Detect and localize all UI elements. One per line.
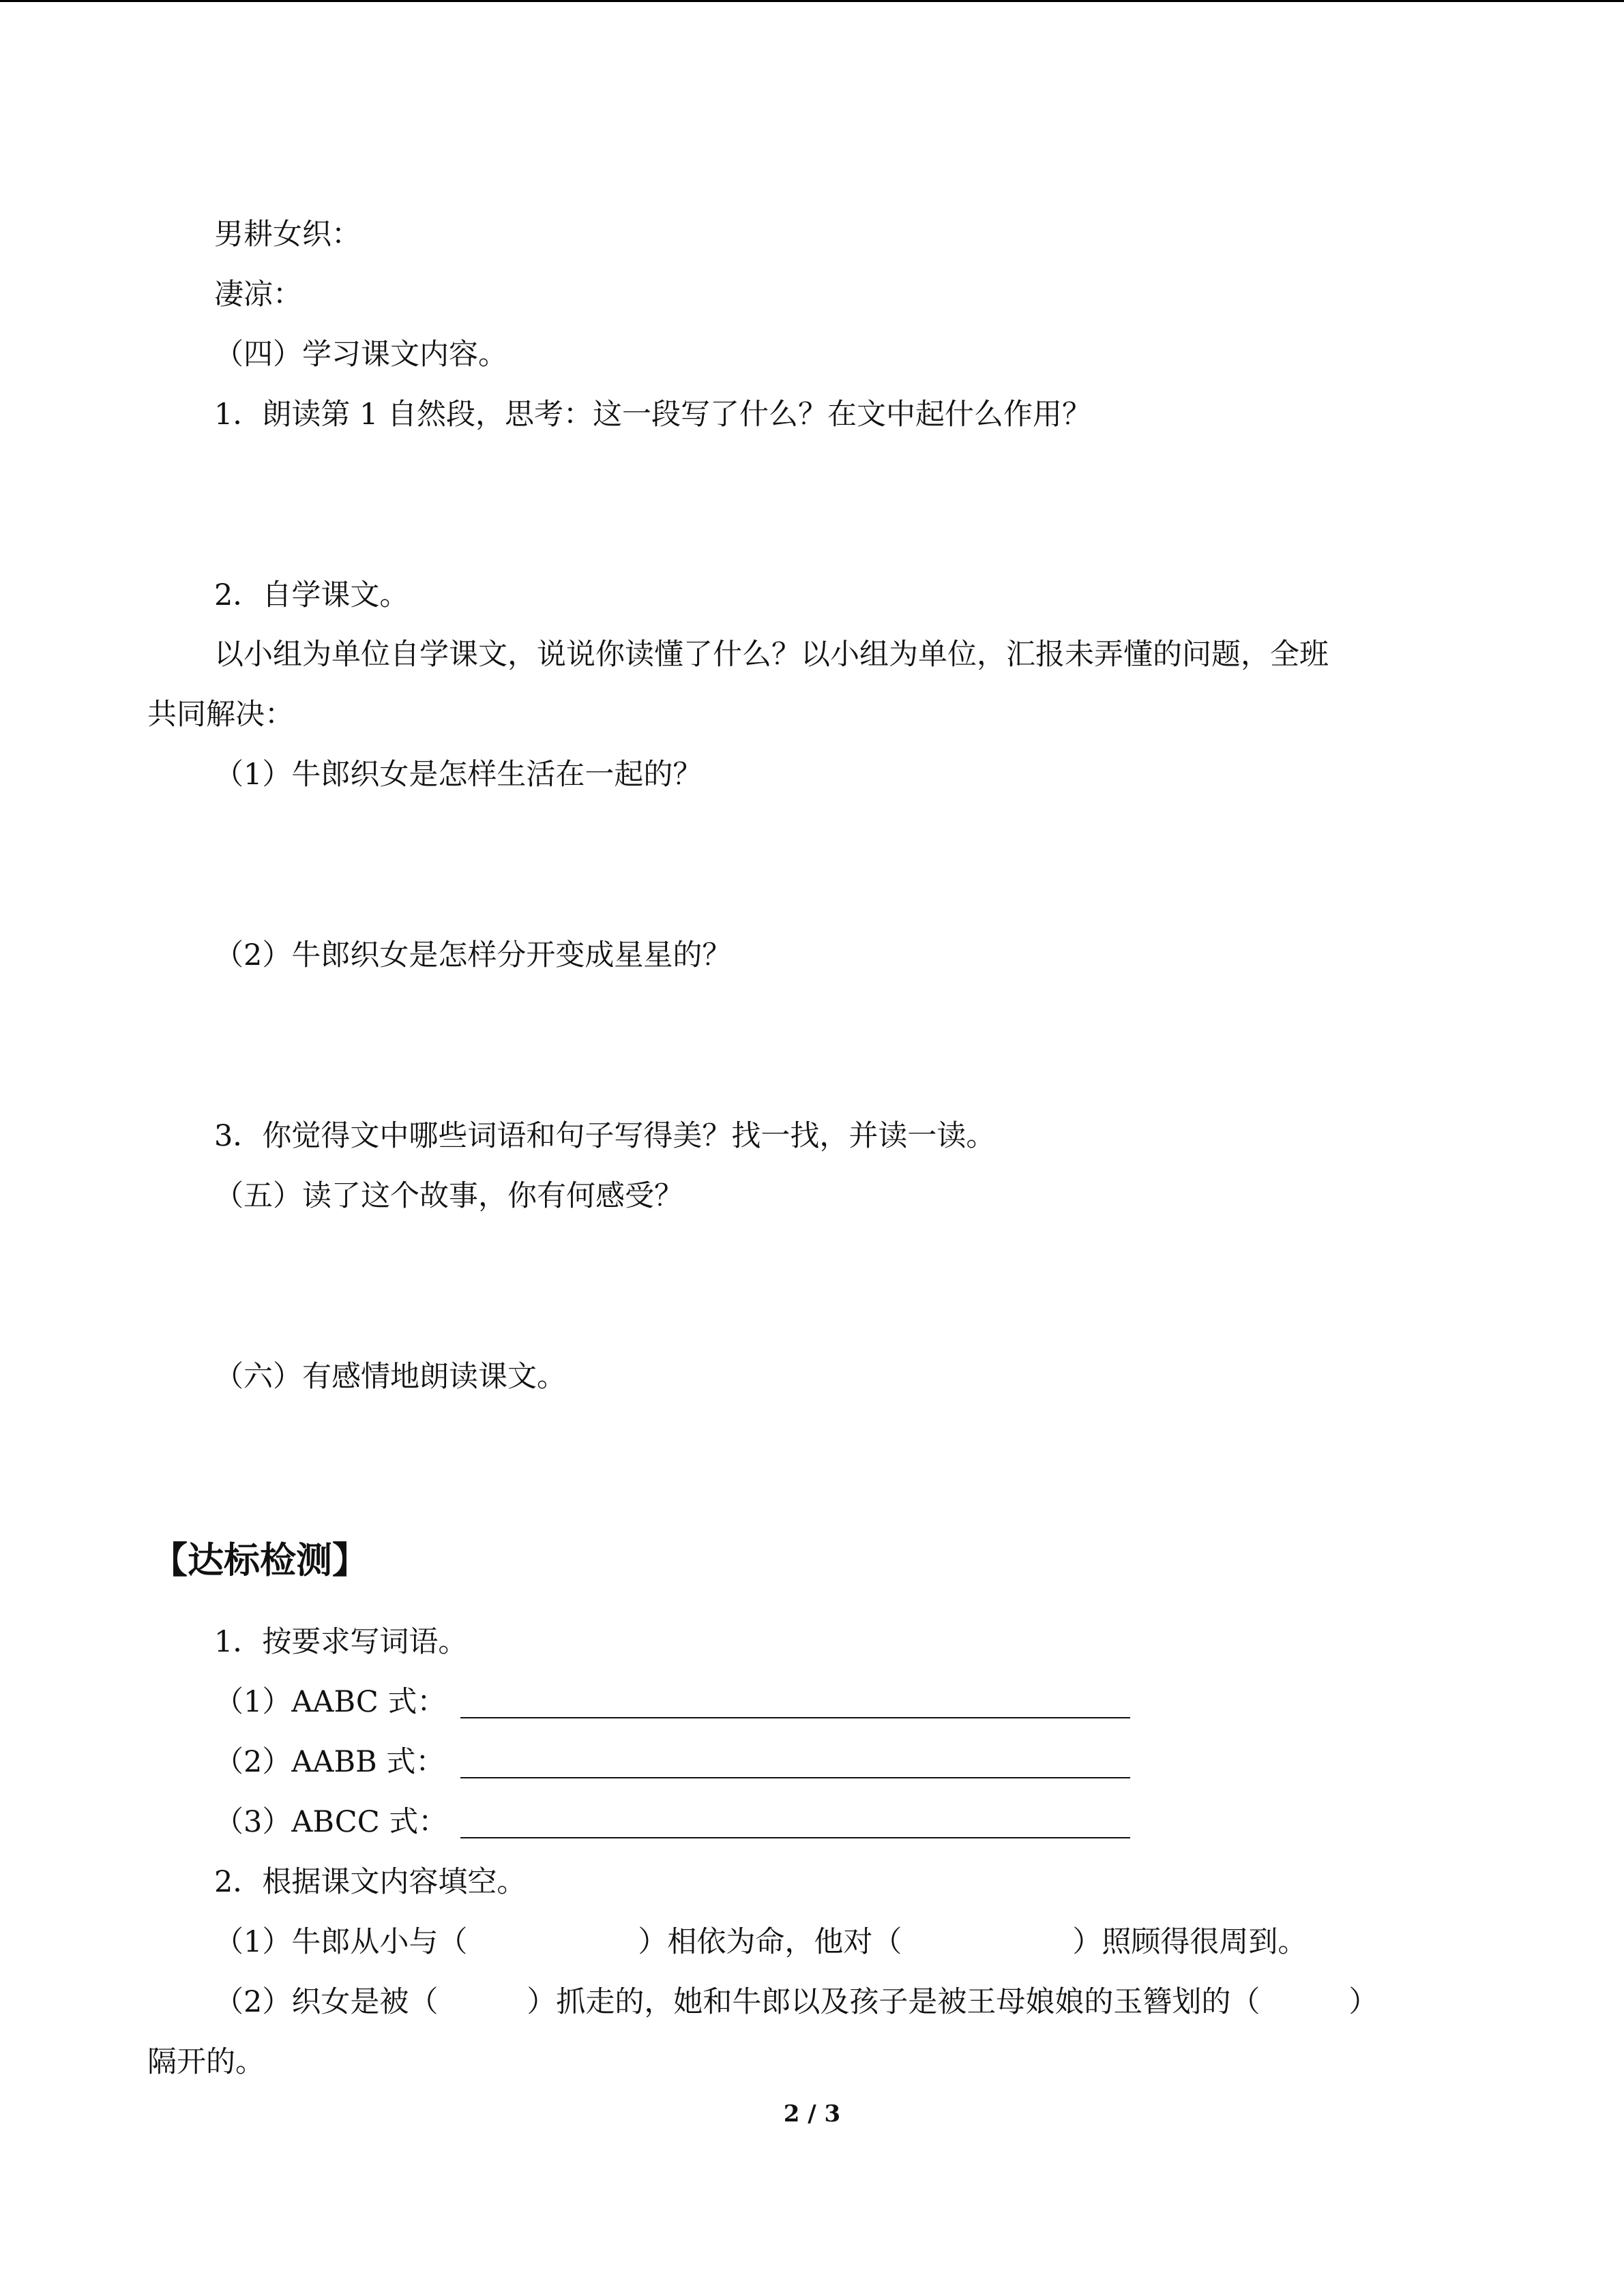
question-1: 1．朗读第 1 自然段，思考：这一段写了什么？在文中起什么作用？ xyxy=(214,398,1092,432)
task-1-abcc-label: （3）ABCC 式： xyxy=(214,1805,448,1839)
question-2: 2．自学课文。 xyxy=(214,578,409,612)
page-number: 2 / 3 xyxy=(783,2100,841,2128)
task-1-aabc-label: （1）AABC 式： xyxy=(214,1685,447,1719)
task-2-sub-2 xyxy=(214,1983,1378,2021)
question-3: 3．你觉得文中哪些词语和句子写得美？找一找，并读一读。 xyxy=(214,1119,996,1153)
question-2-sub-2: （2）牛郎织女是怎样分开变成星星的？ xyxy=(214,938,732,972)
question-2-desc-line1: 以小组为单位自学课文，说说你读懂了什么？以小组为单位，汇报未弄懂的问题，全班 xyxy=(214,638,1329,672)
task-2-sub-2-part-a: （2）织女是被（ xyxy=(214,1985,439,2019)
task-2-sub-1-part-c: ）照顾得很周到。 xyxy=(1072,1925,1308,1959)
question-2-sub-1: （1）牛郎织女是怎样生活在一起的？ xyxy=(214,758,703,792)
term-nangengnvzhi: 男耕女织： xyxy=(214,218,361,252)
task-2-sub-2-part-b: ）抓走的，她和牛郎以及孩子是被王母娘娘的玉簪划的（ xyxy=(527,1985,1260,2019)
task-1: 1．按要求写词语。 xyxy=(214,1625,468,1659)
task-2-sub-1-part-b: ）相依为命，他对（ xyxy=(638,1925,902,1959)
question-2-desc-line2: 共同解决： xyxy=(147,698,294,732)
task-1-abcc-answer-line[interactable] xyxy=(460,1837,1130,1838)
task-2: 2．根据课文内容填空。 xyxy=(214,1865,527,1899)
task-1-aabb-answer-line[interactable] xyxy=(460,1777,1130,1778)
task-1-aabb-label: （2）AABB 式： xyxy=(214,1745,445,1779)
task-2-sub-2-continuation: 隔开的。 xyxy=(147,2045,265,2079)
task-2-sub-2-part-c: ） xyxy=(1348,1985,1378,2019)
section-four-title: （四）学习课文内容。 xyxy=(214,338,507,372)
term-qiliang: 凄凉： xyxy=(214,278,302,312)
section-five-title: （五）读了这个故事，你有何感受？ xyxy=(214,1179,683,1213)
task-2-sub-1 xyxy=(214,1923,1307,1961)
task-1-aabc-answer-line[interactable] xyxy=(460,1717,1130,1718)
page-top-border xyxy=(0,0,1624,2)
section-six-title: （六）有感情地朗读课文。 xyxy=(214,1360,566,1394)
assessment-heading: 【达标检测】 xyxy=(151,1540,368,1581)
task-2-sub-1-part-a: （1）牛郎从小与（ xyxy=(214,1925,468,1959)
